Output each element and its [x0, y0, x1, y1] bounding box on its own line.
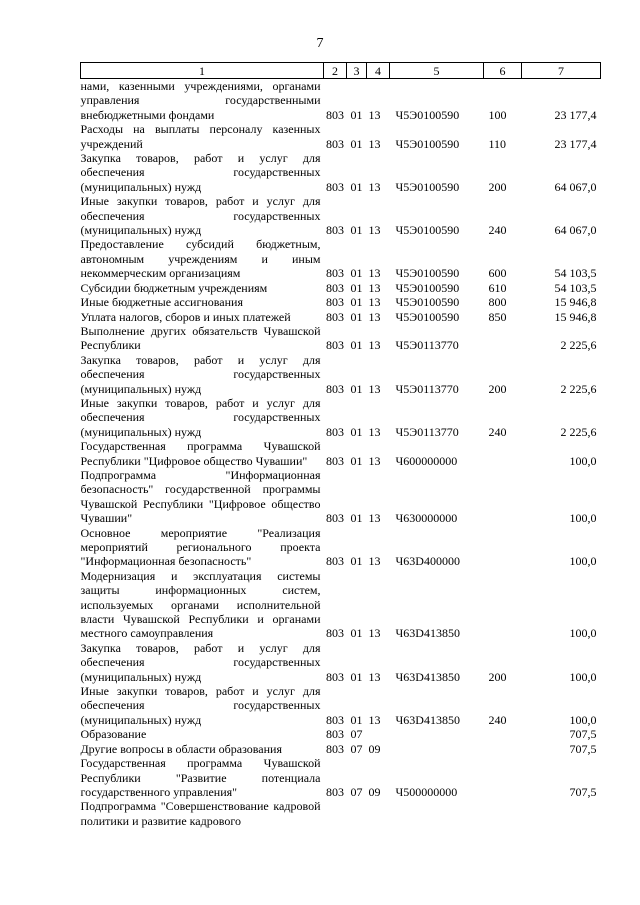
row-sum: 15 946,8 [554, 309, 597, 324]
table-row [81, 396, 601, 439]
row-sum [522, 799, 601, 828]
row-name: Модернизация и эксплуатация системы защиты информационных систем, используемых органами исполнительной власти Чувашской Республики и органами местного самоуправления [80, 568, 321, 641]
table-row [81, 353, 601, 396]
row-name: Иные закупки товаров, работ и услуг для обеспечения государственных (муниципальных) нужд [80, 194, 321, 238]
row-csr: Ч5Э0113770 [395, 381, 459, 396]
table-row [81, 79, 601, 123]
table-row [81, 237, 601, 280]
row-rz: 07 [350, 727, 363, 742]
row-csr: Ч5Э0100590 [395, 179, 460, 194]
row-sum: 100,0 [569, 669, 597, 684]
budget-table [80, 62, 601, 828]
row-csr: Ч5Э0100590 [395, 136, 460, 151]
row-rz: 01 [350, 179, 363, 194]
row-sum: 100,0 [569, 712, 597, 727]
row-rz: 01 [350, 266, 363, 281]
row-name: Предоставление субсидий бюджетным, автономным учреждениям и иным некоммерческим организациям [80, 237, 321, 281]
row-rz: 01 [350, 280, 363, 295]
row-gr: 803 [326, 727, 344, 742]
row-name: Субсидии бюджетным учреждениям [80, 280, 268, 295]
row-vr [484, 468, 522, 526]
row-sum: 2 225,6 [560, 424, 597, 439]
row-name: Иные закупки товаров, работ и услуг для обеспечения государственных (муниципальных) нужд [80, 395, 321, 439]
row-gr [324, 799, 347, 828]
row-sum: 100,0 [569, 626, 597, 641]
row-name: Закупка товаров, работ и услуг для обеспечения государственных (муниципальных) нужд [80, 352, 321, 396]
row-csr: Ч5Э0100590 [395, 309, 460, 324]
row-vr [484, 439, 522, 468]
row-rz: 01 [350, 107, 363, 122]
row-vr: 800 [488, 295, 507, 310]
row-pr: 09 [368, 741, 381, 756]
row-rz [347, 799, 367, 828]
row-rz: 01 [350, 453, 363, 468]
col-header-6: 6 [484, 63, 522, 79]
row-name: Основное мероприятие "Реализация мероприятий регионального проекта "Информационная безопасность" [80, 525, 321, 569]
row-csr: Ч63D413850 [395, 712, 460, 727]
row-vr: 100 [488, 107, 507, 122]
row-sum: 54 103,5 [554, 266, 597, 281]
table-row [81, 569, 601, 641]
row-csr: Ч63D413850 [395, 626, 460, 641]
row-sum: 2 225,6 [560, 338, 597, 353]
row-pr: 13 [368, 626, 381, 641]
row-gr: 803 [326, 511, 344, 526]
row-csr [390, 727, 484, 741]
row-vr: 240 [488, 424, 507, 439]
row-rz: 01 [350, 511, 363, 526]
row-pr: 13 [368, 295, 381, 310]
row-csr [390, 742, 484, 756]
row-pr: 13 [368, 136, 381, 151]
row-name: Подпрограмма "Информационная безопасность" государственной программы Чувашской Республики "Цифровое общество Чувашии" [80, 467, 321, 526]
row-gr: 803 [326, 381, 344, 396]
row-csr [390, 799, 484, 828]
table-row [81, 799, 601, 828]
row-rz: 01 [350, 295, 363, 310]
table-row [81, 756, 601, 799]
row-pr: 13 [368, 223, 381, 238]
col-header-2: 2 [324, 63, 347, 79]
row-rz: 07 [350, 784, 363, 799]
row-vr [484, 569, 522, 641]
row-vr: 200 [488, 179, 507, 194]
table-row [81, 295, 601, 309]
row-pr: 13 [368, 424, 381, 439]
table-row [81, 742, 601, 756]
row-csr: Ч5Э0100590 [395, 280, 460, 295]
row-name: Другие вопросы в области образования [80, 741, 282, 756]
row-gr: 803 [326, 266, 344, 281]
row-gr: 803 [326, 784, 344, 799]
row-vr [484, 799, 522, 828]
page-number: 7 [316, 36, 324, 51]
row-sum: 64 067,0 [554, 223, 597, 238]
row-name: Иные закупки товаров, работ и услуг для обеспечения государственных (муниципальных) нужд [80, 684, 321, 727]
row-vr: 600 [488, 266, 507, 281]
row-gr: 803 [326, 741, 344, 756]
row-pr: 13 [368, 266, 381, 281]
row-name: Подпрограмма "Совершенствование кадровой политики и развитие кадрового [80, 799, 321, 828]
row-name: Государственная программа Чувашской Республики "Цифровое общество Чувашии" [80, 439, 321, 468]
row-vr: 610 [488, 280, 507, 295]
row-name: Выполнение других обязательств Чувашской Республики [80, 323, 321, 353]
row-sum: 23 177,4 [554, 107, 597, 122]
row-gr: 803 [326, 280, 344, 295]
table-row [81, 122, 601, 151]
row-rz: 07 [350, 741, 363, 756]
row-sum: 23 177,4 [554, 136, 597, 151]
table-row [81, 310, 601, 324]
col-header-7: 7 [522, 63, 601, 79]
row-csr: Ч63D400000 [395, 554, 460, 569]
row-sum: 64 067,0 [554, 179, 597, 194]
row-vr: 240 [488, 712, 507, 727]
row-gr: 803 [326, 309, 344, 324]
row-csr: Ч630000000 [395, 511, 458, 526]
row-sum: 54 103,5 [554, 280, 597, 295]
row-sum: 2 225,6 [560, 381, 597, 396]
table-row [81, 684, 601, 727]
row-gr: 803 [326, 453, 344, 468]
table-row [81, 439, 601, 468]
row-csr: Ч63D413850 [395, 669, 460, 684]
row-sum: 100,0 [569, 511, 597, 526]
row-vr [484, 742, 522, 756]
row-name: Расходы на выплаты персоналу казенных учреждений [80, 122, 321, 151]
row-sum: 707,5 [569, 741, 597, 756]
row-sum: 707,5 [569, 784, 597, 799]
col-header-3: 3 [347, 63, 367, 79]
row-gr: 803 [326, 712, 344, 727]
row-rz: 01 [350, 669, 363, 684]
row-csr: Ч5Э0113770 [395, 338, 459, 353]
table-row [81, 324, 601, 353]
table-row [81, 194, 601, 237]
row-vr: 200 [488, 669, 507, 684]
row-sum: 100,0 [569, 554, 597, 569]
row-rz: 01 [350, 424, 363, 439]
row-rz: 01 [350, 626, 363, 641]
row-rz: 01 [350, 223, 363, 238]
row-rz: 01 [350, 309, 363, 324]
row-gr: 803 [326, 626, 344, 641]
row-gr: 803 [326, 107, 344, 122]
row-csr: Ч5Э0100590 [395, 295, 460, 310]
row-name: Образование [80, 727, 147, 742]
row-vr: 110 [488, 136, 507, 151]
row-gr: 803 [326, 179, 344, 194]
row-vr: 240 [488, 223, 507, 238]
row-rz: 01 [350, 712, 363, 727]
row-pr: 13 [368, 179, 381, 194]
row-pr: 13 [368, 338, 381, 353]
row-pr: 13 [368, 280, 381, 295]
row-pr [367, 727, 390, 741]
row-csr: Ч5Э0113770 [395, 424, 459, 439]
table-row [81, 151, 601, 194]
row-pr: 13 [368, 309, 381, 324]
row-csr: Ч600000000 [395, 453, 458, 468]
row-csr: Ч5Э0100590 [395, 266, 460, 281]
row-sum: 15 946,8 [554, 295, 597, 310]
table-row [81, 641, 601, 684]
row-vr [484, 727, 522, 741]
row-sum: 707,5 [569, 727, 597, 742]
row-rz: 01 [350, 381, 363, 396]
row-name: нами, казенными учреждениями, органами управления государственными внебюджетными фондами [80, 79, 321, 122]
row-gr: 803 [326, 295, 344, 310]
row-pr: 13 [368, 554, 381, 569]
row-csr: Ч5Э0100590 [395, 223, 460, 238]
header-row [81, 63, 601, 79]
row-pr: 09 [368, 784, 381, 799]
row-csr: Ч5Э0100590 [395, 107, 460, 122]
row-vr [484, 324, 522, 353]
row-pr: 13 [368, 669, 381, 684]
row-vr [484, 526, 522, 569]
row-gr: 803 [326, 424, 344, 439]
col-header-1: 1 [81, 63, 324, 79]
table-row [81, 468, 601, 526]
row-gr: 803 [326, 136, 344, 151]
row-gr: 803 [326, 338, 344, 353]
row-rz: 01 [350, 136, 363, 151]
row-name: Уплата налогов, сборов и иных платежей [80, 309, 291, 324]
table-row [81, 526, 601, 569]
row-sum: 100,0 [569, 453, 597, 468]
row-name: Иные бюджетные ассигнования [80, 295, 243, 310]
row-vr: 200 [488, 381, 507, 396]
row-gr: 803 [326, 554, 344, 569]
row-pr [367, 799, 390, 828]
col-header-5: 5 [390, 63, 484, 79]
row-pr: 13 [368, 712, 381, 727]
row-pr: 13 [368, 107, 381, 122]
row-rz: 01 [350, 554, 363, 569]
row-vr: 850 [488, 309, 507, 324]
row-pr: 13 [368, 453, 381, 468]
row-name: Государственная программа Чувашской Республики "Развитие потенциала государственного управления" [80, 756, 321, 799]
row-pr: 13 [368, 511, 381, 526]
row-vr [484, 756, 522, 799]
table-row [81, 281, 601, 295]
row-csr: Ч500000000 [395, 784, 458, 799]
col-header-4: 4 [367, 63, 390, 79]
row-gr: 803 [326, 669, 344, 684]
row-pr: 13 [368, 381, 381, 396]
row-name: Закупка товаров, работ и услуг для обеспечения государственных (муниципальных) нужд [80, 151, 321, 194]
table-row [81, 727, 601, 741]
row-rz: 01 [350, 338, 363, 353]
row-gr: 803 [326, 223, 344, 238]
row-name: Закупка товаров, работ и услуг для обеспечения государственных (муниципальных) нужд [80, 640, 321, 684]
